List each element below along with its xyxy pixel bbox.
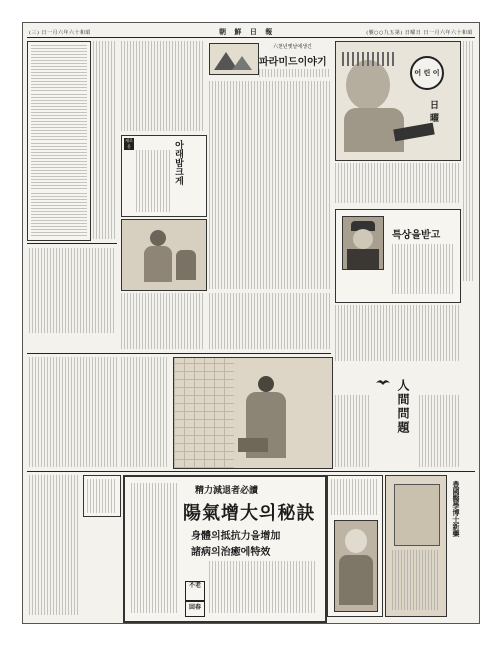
product-text [331,479,379,515]
comic-panel [31,192,87,236]
ad-label-1: 不老 [185,581,205,601]
family-photo [121,219,207,291]
figure-head [150,230,166,246]
article-text [29,248,115,333]
article-text [121,41,205,131]
article-text [335,395,371,467]
child-photo [335,41,461,161]
article-text [209,293,331,349]
medicine-package-ad [385,475,447,617]
woman-work [238,438,268,452]
award-text [392,244,454,294]
portrait-face [345,529,367,553]
portrait-body [339,555,373,605]
ad-tagline: 精力減退者必讀 [195,486,259,496]
figure-body [144,246,172,282]
ad-label-2: 回春 [185,601,205,617]
story-text [209,81,331,289]
award-title: 특상을받고 [392,230,441,241]
student-photo [342,216,384,270]
story-title: 파라미드이야기 [259,57,327,68]
child-crown [342,52,394,66]
article-text [29,357,117,467]
issue-line-right: (號○○九五第) 日曜日 日一月六年六十和昭 [366,30,473,36]
comic-panel [31,45,87,91]
issue-line-left: (三) 日一月六年六十和昭 [29,30,91,36]
comic-caption-text [93,41,117,239]
article-text [121,357,169,467]
masthead-rule [27,37,475,38]
woman-head [258,376,274,392]
article-text [335,305,459,361]
verse-box [121,135,207,217]
ad-fine-print [209,561,317,613]
bird-icon [375,375,391,391]
ad-line-1: 身體의抵抗力을增加 [191,531,281,542]
package-text [392,550,440,610]
verse-text [136,150,170,212]
article-text [463,41,475,281]
ad-line-2: 諸病의治癒에特效 [191,547,271,558]
pyramid-shape [232,56,252,70]
newspaper-page [22,22,480,624]
comic-panel [31,94,87,140]
medicine-package [394,484,440,546]
paper-name: 朝 鮮 日 報 [219,27,276,36]
article-text [335,163,459,203]
bottom-right-vertical-text: 豊國醫學博士新藥 [452,481,461,537]
human-problems-title: 人間問題 [396,379,410,435]
notice-text [87,479,117,513]
student-uniform [347,249,379,269]
portrait-photo [334,520,378,612]
comic-strip [27,41,91,241]
pyramid-illustration [209,43,259,75]
ad-rule [27,471,475,472]
column-rule [27,243,117,244]
woman-photo [173,357,333,469]
ad-body-text [131,483,179,613]
product-ad [327,475,383,617]
verse-title: 아래밤크게 [173,140,183,185]
article-text [29,475,79,615]
notice-box [83,475,121,517]
award-box [335,209,461,303]
section-rule [27,353,331,354]
story-byline [259,69,329,77]
advertisement [123,475,327,623]
verse-box-label: 새로운 [125,138,133,149]
figure-child [176,250,196,280]
student-face [353,229,373,249]
comic-panel [31,143,87,189]
window-lattice [174,358,234,468]
story-subtitle: 六천년옛날에생긴 [273,44,312,50]
kids-circle-label: 어 린 이 [410,56,444,90]
article-text [121,293,205,349]
article-text [419,395,459,467]
day-label: 日 曜 [430,101,443,124]
ad-headline: 陽氣增大의秘訣 [183,503,316,524]
child-face [346,60,390,110]
